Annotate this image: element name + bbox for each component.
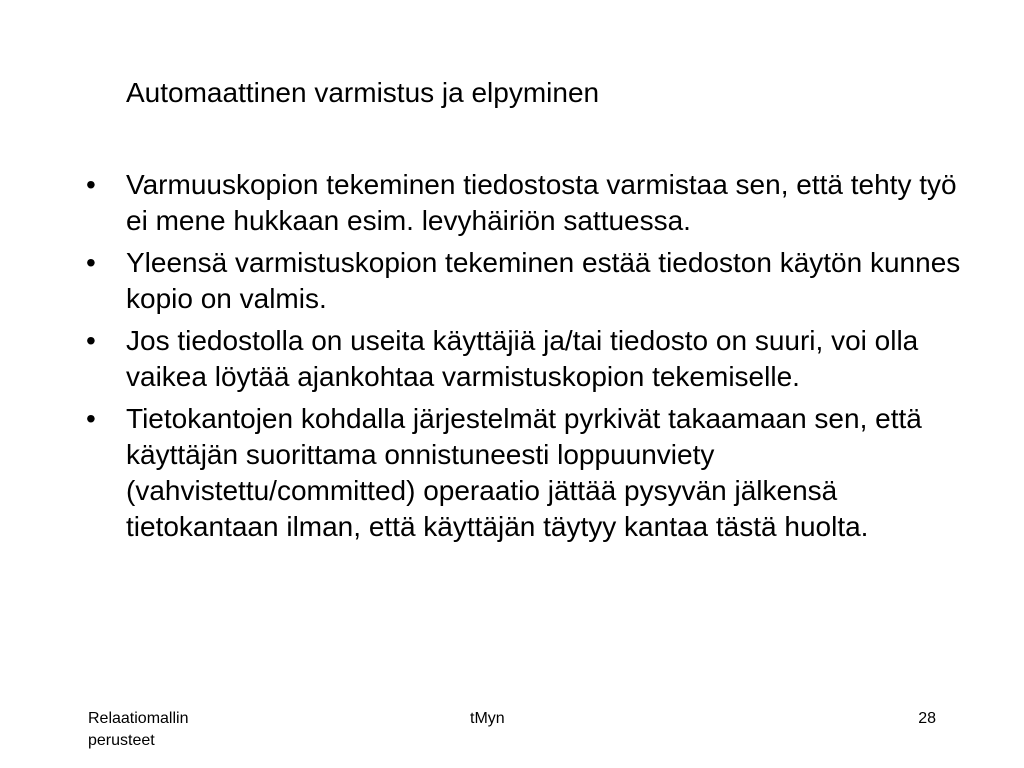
slide-title: Automaattinen varmistus ja elpyminen: [126, 77, 600, 108]
bullet-item: [86, 323, 966, 395]
bullet-text: Varmuuskopion tekeminen tiedostosta varmistaa sen, että tehty työ ei mene hukkaan esim. levyhäiriön sattuessa.: [126, 169, 957, 236]
bullet-item: [86, 167, 966, 239]
footer-page-number: 28: [918, 710, 936, 727]
footer-course-title-line1: Relaatiomallin: [88, 710, 189, 727]
bullet-list: [86, 167, 966, 545]
footer-course-title-line2: perusteet: [88, 732, 155, 749]
footer-author: tMyn: [470, 710, 505, 727]
bullet-dot-icon: •: [86, 403, 96, 434]
bullet-dot-icon: •: [86, 325, 96, 356]
bullet-item: [86, 401, 966, 545]
bullet-item: [86, 245, 966, 317]
bullet-dot-icon: •: [86, 169, 96, 200]
bullet-text: Jos tiedostolla on useita käyttäjiä ja/tai tiedosto on suuri, voi olla vaikea löytää ajankohtaa varmistuskopion tekemiselle.: [126, 325, 919, 392]
bullet-text: Yleensä varmistuskopion tekeminen estää tiedoston käytön kunnes kopio on valmis.: [126, 247, 961, 314]
bullet-text: Tietokantojen kohdalla järjestelmät pyrkivät takaamaan sen, että käyttäjän suorittama onnistuneesti loppuunviety (vahvistettu/committed) operaatio jättää pysyvän jälkensä tietokantaan ilman, että käyttäjän täytyy kantaa tästä huolta.: [126, 403, 922, 542]
bullet-dot-icon: •: [86, 247, 96, 278]
footer-course-title: [88, 708, 288, 752]
